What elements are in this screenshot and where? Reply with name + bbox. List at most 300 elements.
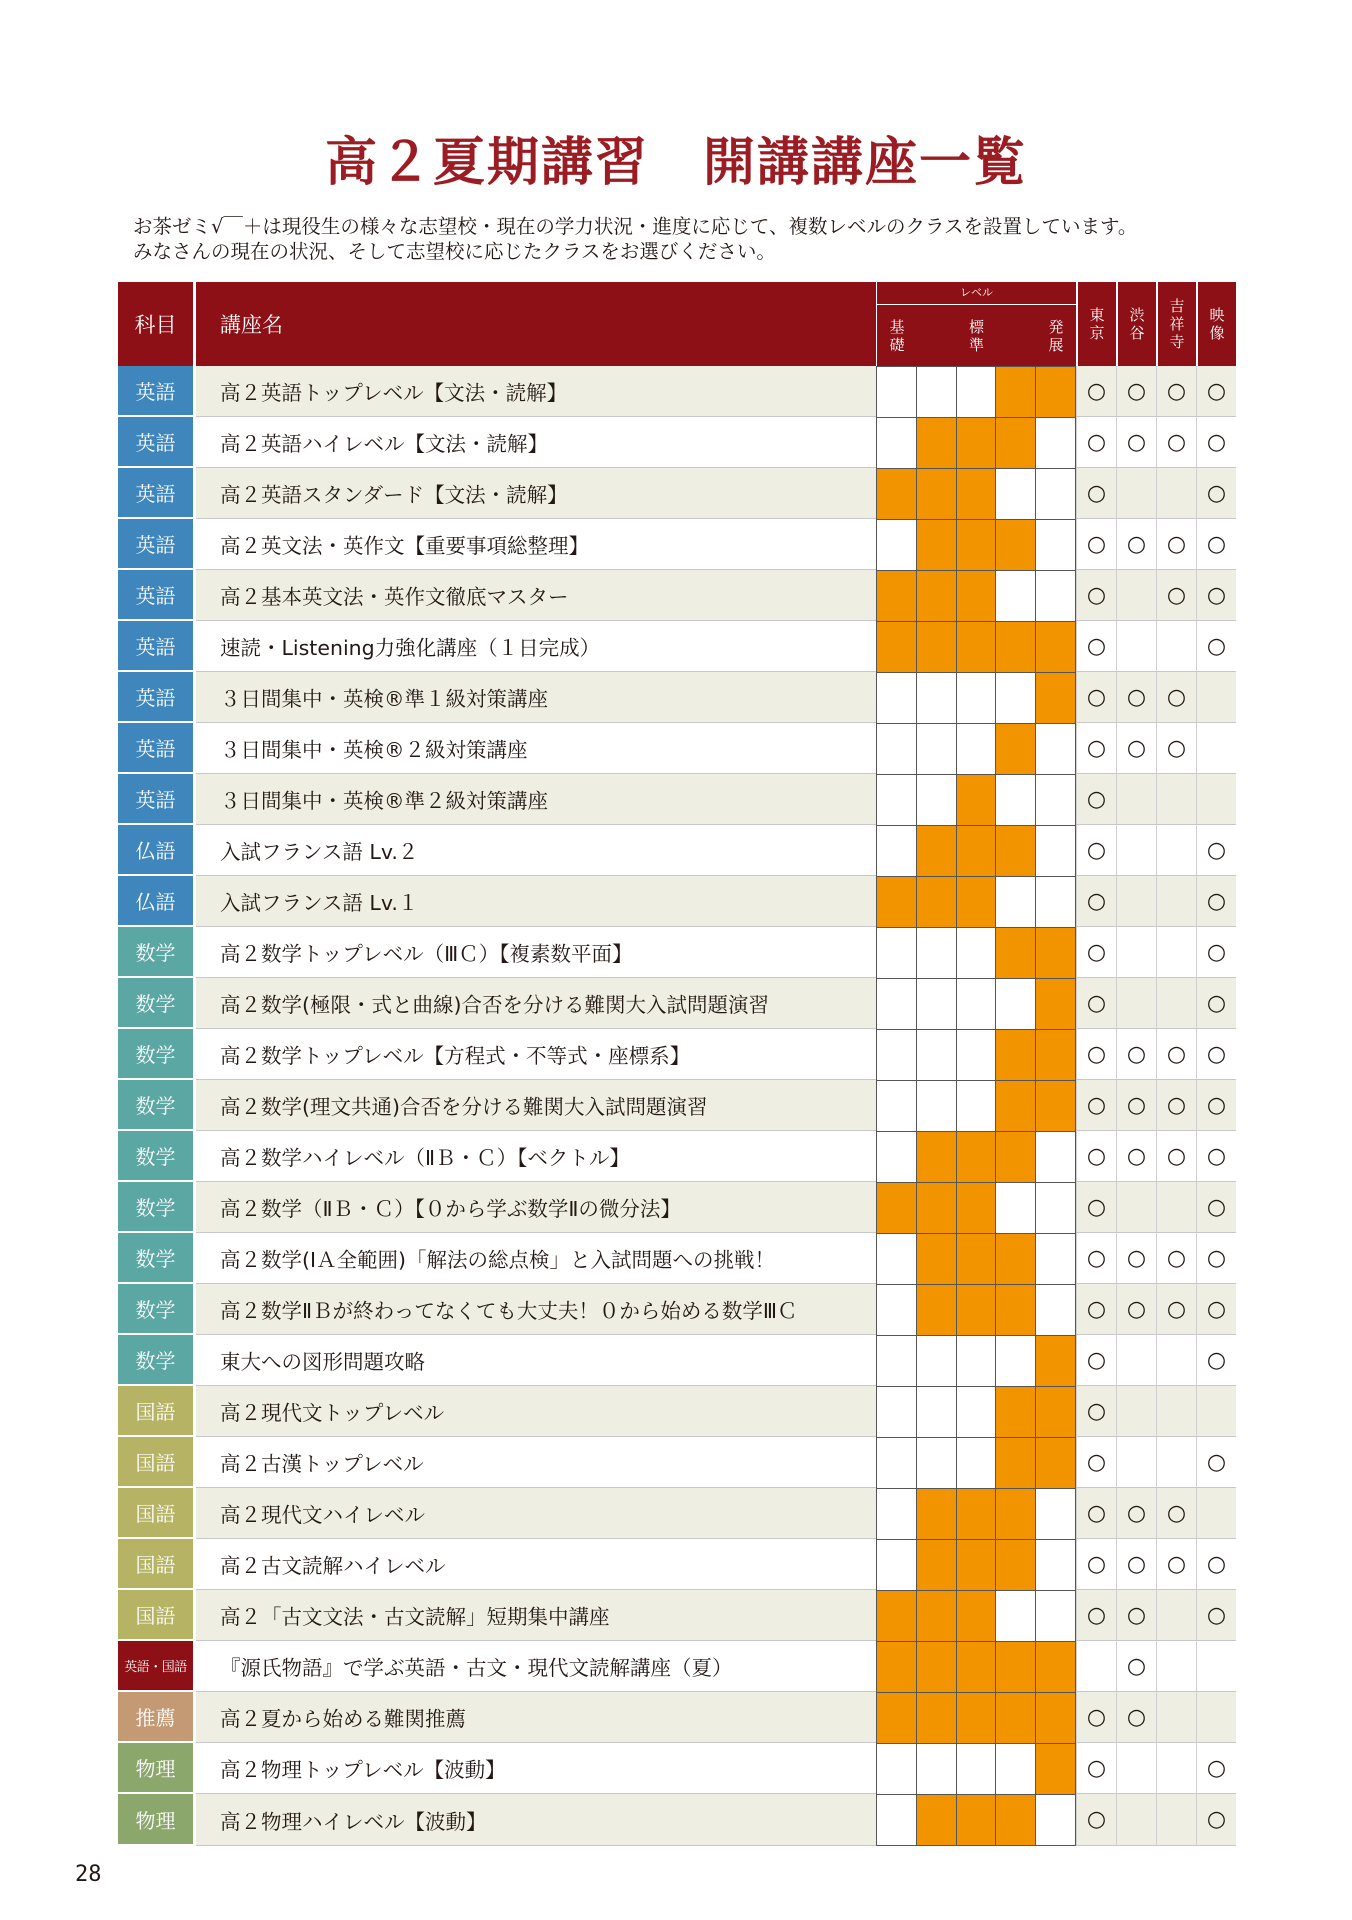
campus-tokyo-mark: ○ [1076,774,1116,825]
level-indicator [876,1233,1076,1284]
level-segment-4 [996,1438,1036,1488]
level-segment-4 [996,1489,1036,1539]
campus-tokyo-mark: ○ [1076,1794,1116,1846]
level-indicator [876,1692,1076,1743]
level-segment-3 [957,1030,997,1080]
level-segment-2 [917,1285,957,1335]
campus-kichijoji-mark: ○ [1156,1233,1196,1284]
campus-tokyo-mark: ○ [1076,1182,1116,1233]
campus-shibuya-mark [1116,927,1156,978]
campus-shibuya-mark [1116,774,1156,825]
level-segment-2 [917,1234,957,1284]
campus-video-mark: ○ [1196,1131,1236,1182]
campus-video-mark: ○ [1196,1080,1236,1131]
level-segment-4 [996,622,1036,672]
campus-kichijoji-mark [1156,1590,1196,1641]
level-indicator [876,723,1076,774]
course-name: 『源氏物語』で学ぶ英語・古文・現代文読解講座（夏） [196,1641,876,1692]
level-segment-4 [996,826,1036,876]
subject-badge: 物理 [118,1743,196,1794]
table-row [118,1233,1236,1284]
campus-shibuya-mark: ○ [1116,1029,1156,1080]
header-level-title: レベル [877,282,1076,305]
campus-kichijoji-mark: ○ [1156,723,1196,774]
header-campus-tokyo: 東京 [1076,282,1116,366]
campus-shibuya-mark: ○ [1116,1233,1156,1284]
campus-tokyo-mark: ○ [1076,570,1116,621]
level-segment-2 [917,520,957,570]
level-segment-5 [1036,1693,1075,1743]
level-segment-1 [877,724,917,774]
course-name: 高２数学ⅡＢが終わってなくても大丈夫！０から始める数学ⅢＣ [196,1284,876,1335]
level-indicator [876,417,1076,468]
level-segment-5 [1036,469,1075,519]
level-segment-5 [1036,622,1075,672]
campus-shibuya-mark: ○ [1116,672,1156,723]
level-segment-5 [1036,1489,1075,1539]
subject-badge: 数学 [118,1233,196,1284]
level-segment-3 [957,1693,997,1743]
campus-tokyo-mark: ○ [1076,672,1116,723]
campus-tokyo-mark: ○ [1076,1692,1116,1743]
level-indicator [876,1335,1076,1386]
subject-badge: 英語・国語 [118,1641,196,1692]
subject-badge: 数学 [118,1335,196,1386]
level-segment-5 [1036,979,1075,1029]
level-segment-3 [957,979,997,1029]
level-segment-2 [917,1693,957,1743]
level-segment-3 [957,1744,997,1794]
table-row [118,1692,1236,1743]
level-segment-3 [957,1234,997,1284]
subject-badge: 数学 [118,927,196,978]
subject-badge: 英語 [118,672,196,723]
level-segment-4 [996,775,1036,825]
campus-video-mark: ○ [1196,978,1236,1029]
level-segment-2 [917,775,957,825]
level-segment-5 [1036,1132,1075,1182]
subject-badge: 数学 [118,978,196,1029]
level-segment-2 [917,1336,957,1386]
level-segment-4 [996,418,1036,468]
level-segment-2 [917,469,957,519]
level-segment-1 [877,1336,917,1386]
level-segment-3 [957,1642,997,1692]
subject-badge: 国語 [118,1590,196,1641]
course-name: 高２基本英文法・英作文徹底マスター [196,570,876,621]
campus-tokyo-mark: ○ [1076,1284,1116,1335]
campus-kichijoji-mark [1156,621,1196,672]
campus-shibuya-mark: ○ [1116,1590,1156,1641]
level-indicator [876,1029,1076,1080]
header-level-standard: 標準 [968,317,984,354]
level-segment-4 [996,1234,1036,1284]
course-name: 高２数学（ⅡＢ・Ｃ）【０から学ぶ数学Ⅱの微分法】 [196,1182,876,1233]
level-segment-1 [877,1183,917,1233]
campus-video-mark [1196,774,1236,825]
table-row [118,1488,1236,1539]
campus-video-mark: ○ [1196,1590,1236,1641]
subject-badge: 推薦 [118,1692,196,1743]
campus-kichijoji-mark: ○ [1156,1284,1196,1335]
level-segment-3 [957,928,997,978]
course-name: 東大への図形問題攻略 [196,1335,876,1386]
level-segment-4 [996,1030,1036,1080]
course-name: 高２「古文文法・古文読解」短期集中講座 [196,1590,876,1641]
campus-kichijoji-mark: ○ [1156,672,1196,723]
campus-video-mark: ○ [1196,1743,1236,1794]
level-segment-1 [877,1132,917,1182]
table-row [118,1386,1236,1437]
level-segment-1 [877,520,917,570]
level-segment-3 [957,1132,997,1182]
level-segment-4 [996,469,1036,519]
campus-shibuya-mark: ○ [1116,1488,1156,1539]
level-segment-4 [996,724,1036,774]
campus-video-mark [1196,1488,1236,1539]
level-segment-4 [996,1336,1036,1386]
subject-badge: 数学 [118,1029,196,1080]
campus-tokyo-mark: ○ [1076,876,1116,927]
campus-tokyo-mark: ○ [1076,1029,1116,1080]
subject-badge: 英語 [118,570,196,621]
table-row [118,468,1236,519]
campus-shibuya-mark [1116,825,1156,876]
level-indicator [876,876,1076,927]
campus-video-mark: ○ [1196,1794,1236,1846]
campus-video-mark [1196,672,1236,723]
level-segment-1 [877,1591,917,1641]
level-indicator [876,570,1076,621]
campus-tokyo-mark: ○ [1076,1539,1116,1590]
header-campus-shibuya: 渋谷 [1116,282,1156,366]
header-campus-video: 映像 [1196,282,1236,366]
course-name: 高２夏から始める難関推薦 [196,1692,876,1743]
campus-video-mark [1196,1692,1236,1743]
course-name: 高２数学ハイレベル（ⅡＢ・Ｃ）【ベクトル】 [196,1131,876,1182]
subject-badge: 英語 [118,621,196,672]
course-name: 高２数学(理文共通)合否を分ける難関大入試問題演習 [196,1080,876,1131]
table-row [118,1335,1236,1386]
campus-shibuya-mark: ○ [1116,519,1156,570]
level-segment-2 [917,826,957,876]
course-name: 高２数学トップレベル【方程式・不等式・座標系】 [196,1029,876,1080]
campus-kichijoji-mark [1156,1182,1196,1233]
table-row [118,1437,1236,1488]
level-segment-4 [996,1744,1036,1794]
header-campus-kichijoji: 吉祥寺 [1156,282,1196,366]
subject-badge: 英語 [118,723,196,774]
level-segment-3 [957,1081,997,1131]
level-indicator [876,927,1076,978]
campus-tokyo-mark: ○ [1076,1080,1116,1131]
level-segment-1 [877,1540,917,1590]
campus-video-mark: ○ [1196,570,1236,621]
level-segment-5 [1036,418,1075,468]
header-subject: 科目 [118,282,196,366]
level-segment-1 [877,1081,917,1131]
level-segment-2 [917,1795,957,1845]
level-segment-3 [957,520,997,570]
level-segment-3 [957,1489,997,1539]
level-segment-1 [877,826,917,876]
level-segment-1 [877,1642,917,1692]
campus-kichijoji-mark [1156,927,1196,978]
level-segment-4 [996,928,1036,978]
course-name: ３日間集中・英検®準１級対策講座 [196,672,876,723]
table-row [118,723,1236,774]
level-segment-5 [1036,367,1075,417]
campus-video-mark: ○ [1196,519,1236,570]
level-indicator [876,1080,1076,1131]
level-segment-2 [917,979,957,1029]
campus-kichijoji-mark: ○ [1156,570,1196,621]
table-header [118,282,1236,366]
level-segment-4 [996,979,1036,1029]
campus-tokyo-mark: ○ [1076,1386,1116,1437]
level-segment-2 [917,1132,957,1182]
level-segment-2 [917,1387,957,1437]
campus-tokyo-mark: ○ [1076,978,1116,1029]
level-indicator [876,1284,1076,1335]
campus-video-mark: ○ [1196,1437,1236,1488]
subject-badge: 仏語 [118,876,196,927]
subject-badge: 英語 [118,417,196,468]
campus-video-mark: ○ [1196,876,1236,927]
level-segment-5 [1036,928,1075,978]
level-indicator [876,1641,1076,1692]
campus-kichijoji-mark [1156,978,1196,1029]
level-segment-5 [1036,1744,1075,1794]
campus-kichijoji-mark [1156,1743,1196,1794]
level-indicator [876,366,1076,417]
level-indicator [876,1794,1076,1846]
level-indicator [876,1539,1076,1590]
campus-kichijoji-mark [1156,1335,1196,1386]
table-row [118,1743,1236,1794]
level-segment-3 [957,877,997,927]
campus-tokyo-mark: ○ [1076,417,1116,468]
page-number: 28 [75,1862,102,1887]
table-row [118,672,1236,723]
header-course: 講座名 [196,282,876,366]
course-name: ３日間集中・英検®２級対策講座 [196,723,876,774]
level-segment-1 [877,673,917,723]
level-segment-3 [957,469,997,519]
campus-shibuya-mark: ○ [1116,1641,1156,1692]
campus-tokyo-mark: ○ [1076,1233,1116,1284]
level-segment-1 [877,1285,917,1335]
course-name: 高２現代文ハイレベル [196,1488,876,1539]
level-segment-2 [917,877,957,927]
level-indicator [876,1131,1076,1182]
campus-kichijoji-mark: ○ [1156,1488,1196,1539]
level-indicator [876,774,1076,825]
level-segment-5 [1036,1183,1075,1233]
level-segment-4 [996,1693,1036,1743]
campus-shibuya-mark: ○ [1116,723,1156,774]
table-row [118,519,1236,570]
campus-kichijoji-mark: ○ [1156,366,1196,417]
level-indicator [876,519,1076,570]
campus-kichijoji-mark [1156,876,1196,927]
course-name: 高２数学トップレベル（ⅢＣ）【複素数平面】 [196,927,876,978]
level-segment-5 [1036,1591,1075,1641]
course-name: 高２物理ハイレベル【波動】 [196,1794,876,1846]
level-segment-3 [957,826,997,876]
header-level-basic: 基礎 [889,317,905,354]
level-segment-1 [877,469,917,519]
level-segment-4 [996,1795,1036,1845]
level-indicator [876,1386,1076,1437]
header-level-advanced: 発展 [1048,317,1064,354]
campus-video-mark: ○ [1196,621,1236,672]
level-segment-4 [996,571,1036,621]
level-segment-4 [996,367,1036,417]
level-segment-2 [917,928,957,978]
table-row [118,621,1236,672]
subject-badge: 数学 [118,1131,196,1182]
campus-tokyo-mark: ○ [1076,1131,1116,1182]
campus-tokyo-mark: ○ [1076,468,1116,519]
campus-kichijoji-mark: ○ [1156,519,1196,570]
level-segment-5 [1036,673,1075,723]
level-segment-4 [996,520,1036,570]
level-segment-1 [877,775,917,825]
campus-shibuya-mark [1116,468,1156,519]
level-segment-5 [1036,1540,1075,1590]
level-segment-5 [1036,1795,1075,1845]
subject-badge: 数学 [118,1182,196,1233]
subject-badge: 物理 [118,1794,196,1846]
campus-shibuya-mark: ○ [1116,366,1156,417]
level-segment-3 [957,622,997,672]
level-segment-1 [877,571,917,621]
level-segment-1 [877,1030,917,1080]
level-segment-2 [917,1438,957,1488]
level-segment-5 [1036,1285,1075,1335]
subject-badge: 英語 [118,774,196,825]
campus-kichijoji-mark [1156,1692,1196,1743]
level-indicator [876,621,1076,672]
course-name: ３日間集中・英検®準２級対策講座 [196,774,876,825]
level-segment-3 [957,1438,997,1488]
level-segment-1 [877,622,917,672]
subject-badge: 英語 [118,468,196,519]
level-segment-3 [957,1336,997,1386]
campus-video-mark: ○ [1196,825,1236,876]
table-row [118,417,1236,468]
table-row [118,825,1236,876]
level-segment-5 [1036,1387,1075,1437]
course-name: 高２現代文トップレベル [196,1386,876,1437]
level-segment-3 [957,1591,997,1641]
subject-badge: 数学 [118,1080,196,1131]
level-segment-3 [957,571,997,621]
course-name: 速読・Listening力強化講座（１日完成） [196,621,876,672]
campus-video-mark: ○ [1196,366,1236,417]
level-segment-2 [917,724,957,774]
table-row [118,1080,1236,1131]
level-segment-2 [917,622,957,672]
table-row [118,876,1236,927]
level-segment-3 [957,1540,997,1590]
level-segment-1 [877,877,917,927]
level-segment-3 [957,724,997,774]
campus-video-mark [1196,723,1236,774]
level-segment-1 [877,1744,917,1794]
level-segment-5 [1036,1081,1075,1131]
campus-shibuya-mark [1116,876,1156,927]
campus-video-mark: ○ [1196,1539,1236,1590]
table-row [118,1794,1236,1846]
level-segment-1 [877,1795,917,1845]
campus-video-mark: ○ [1196,417,1236,468]
level-indicator [876,825,1076,876]
campus-tokyo-mark: ○ [1076,366,1116,417]
course-name: 入試フランス語 Lv.２ [196,825,876,876]
level-segment-1 [877,979,917,1029]
level-segment-5 [1036,877,1075,927]
campus-video-mark: ○ [1196,1029,1236,1080]
campus-kichijoji-mark [1156,1437,1196,1488]
campus-tokyo-mark [1076,1641,1116,1692]
level-segment-4 [996,1081,1036,1131]
level-segment-2 [917,1489,957,1539]
campus-shibuya-mark: ○ [1116,1080,1156,1131]
course-name: 高２英語ハイレベル【文法・読解】 [196,417,876,468]
campus-shibuya-mark: ○ [1116,417,1156,468]
campus-video-mark: ○ [1196,927,1236,978]
table-row [118,1590,1236,1641]
level-segment-1 [877,1234,917,1284]
table-row [118,366,1236,417]
campus-kichijoji-mark: ○ [1156,1539,1196,1590]
level-indicator [876,468,1076,519]
level-segment-5 [1036,1234,1075,1284]
level-segment-4 [996,1183,1036,1233]
course-name: 高２数学(ⅠＡ全範囲)「解法の総点検」と入試問題への挑戦！ [196,1233,876,1284]
campus-video-mark: ○ [1196,1335,1236,1386]
level-segment-2 [917,1591,957,1641]
level-segment-3 [957,418,997,468]
level-segment-4 [996,1540,1036,1590]
level-segment-5 [1036,1030,1075,1080]
table-row [118,1131,1236,1182]
table-row [118,927,1236,978]
campus-kichijoji-mark [1156,468,1196,519]
subject-badge: 国語 [118,1437,196,1488]
campus-kichijoji-mark [1156,774,1196,825]
campus-tokyo-mark: ○ [1076,621,1116,672]
course-rows [118,366,1236,1846]
level-segment-5 [1036,724,1075,774]
level-segment-5 [1036,1438,1075,1488]
course-name: 高２英語スタンダード【文法・読解】 [196,468,876,519]
campus-tokyo-mark: ○ [1076,1488,1116,1539]
level-segment-2 [917,673,957,723]
level-segment-4 [996,1285,1036,1335]
subject-badge: 国語 [118,1488,196,1539]
campus-shibuya-mark [1116,1335,1156,1386]
campus-video-mark: ○ [1196,1233,1236,1284]
table-row [118,1182,1236,1233]
course-table [118,282,1236,1846]
level-segment-2 [917,1183,957,1233]
campus-kichijoji-mark: ○ [1156,417,1196,468]
level-segment-2 [917,571,957,621]
campus-shibuya-mark [1116,1386,1156,1437]
